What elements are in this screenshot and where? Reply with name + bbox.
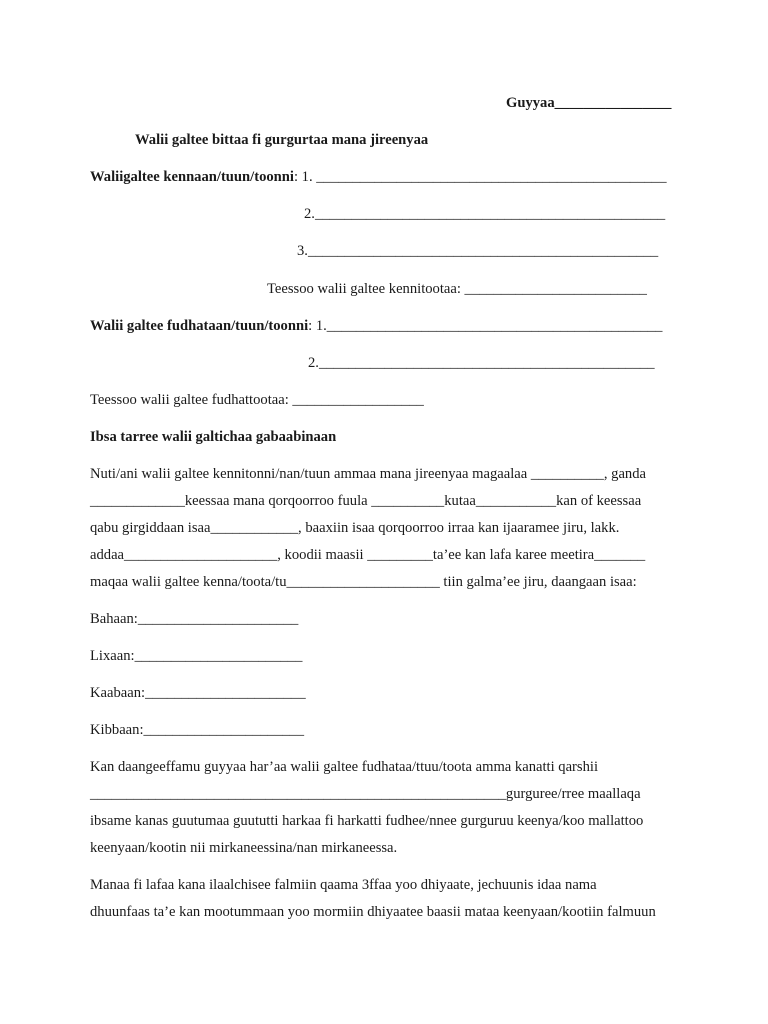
seller-blank-2: 2.________________________________________________ — [304, 206, 666, 222]
document-title: Walii galtee bittaa fi gurgurtaa mana jireenyaa — [135, 132, 429, 148]
paragraph-1-line: _____________keessaa mana qorqoorroo fuula __________kutaa___________kan of keessaa — [90, 493, 642, 509]
paragraph-1-line: addaa_____________________, koodii maasii _________ta’ee kan lafa karee meetira_______ — [90, 547, 646, 563]
boundary-south: Kibbaan:______________________ — [90, 722, 305, 738]
boundary-west: Lixaan:_______________________ — [90, 648, 303, 664]
paragraph-1-line: Nuti/ani walii galtee kennitonni/nan/tuun ammaa mana jireenyaa magaalaa __________, ganda — [90, 466, 646, 482]
buyer-line-1 — [90, 317, 662, 335]
buyer-address: Teessoo walii galtee fudhattootaa: __________________ — [90, 392, 424, 408]
paragraph-2-line: _________________________________________________________gurguree/rree maallaqa — [90, 786, 641, 802]
boundary-north: Kaabaan:______________________ — [90, 685, 306, 701]
seller-label: Waliigaltee kennaan/tuun/toonni — [90, 169, 294, 185]
paragraph-1-line: qabu girgiddaan isaa____________, baaxiin isaa qorqoorroo irraa kan ijaaramee jiru, lakk. — [90, 520, 620, 536]
buyer-label: Walii galtee fudhataan/tuun/toonni — [90, 318, 309, 334]
seller-address: Teessoo walii galtee kennitootaa: _________________________ — [267, 281, 647, 297]
paragraph-2-line: ibsame kanas guutumaa guututti harkaa fi harkatti fudhee/nnee gurguruu keenya/koo mallattoo — [90, 813, 644, 829]
paragraph-2-line: keenyaan/kootin nii mirkaneessina/nan mirkaneessa. — [90, 840, 398, 856]
seller-line-1 — [90, 168, 667, 186]
buyer-blank-2: 2.______________________________________________ — [308, 355, 655, 371]
section-heading: Ibsa tarree walii galtichaa gabaabinaan — [90, 429, 337, 445]
paragraph-1-line: maqaa walii galtee kenna/toota/tu_____________________ tiin galma’ee jiru, daangaan isaa: — [90, 574, 637, 590]
seller-blank-3: 3.________________________________________________ — [297, 243, 659, 259]
paragraph-3-line: dhuunfaas ta’e kan mootummaan yoo mormiin dhiyaatee baasii mataa keenyaan/kootiin falmuun — [90, 904, 656, 920]
paragraph-3-line: Manaa fi lafaa kana ilaalchisee falmiin qaama 3ffaa yoo dhiyaate, jechuunis idaa nama — [90, 877, 597, 893]
seller-blank-1: : 1. ________________________________________________ — [293, 169, 667, 185]
boundary-east: Bahaan:______________________ — [90, 611, 299, 627]
buyer-blank-1: : 1.______________________________________________ — [308, 318, 663, 334]
paragraph-2-line: Kan daangeeffamu guyyaa har’aa walii galtee fudhataa/ttuu/toota amma kanatti qarshii — [90, 759, 599, 775]
date-field: Guyyaa________________ — [506, 95, 672, 111]
